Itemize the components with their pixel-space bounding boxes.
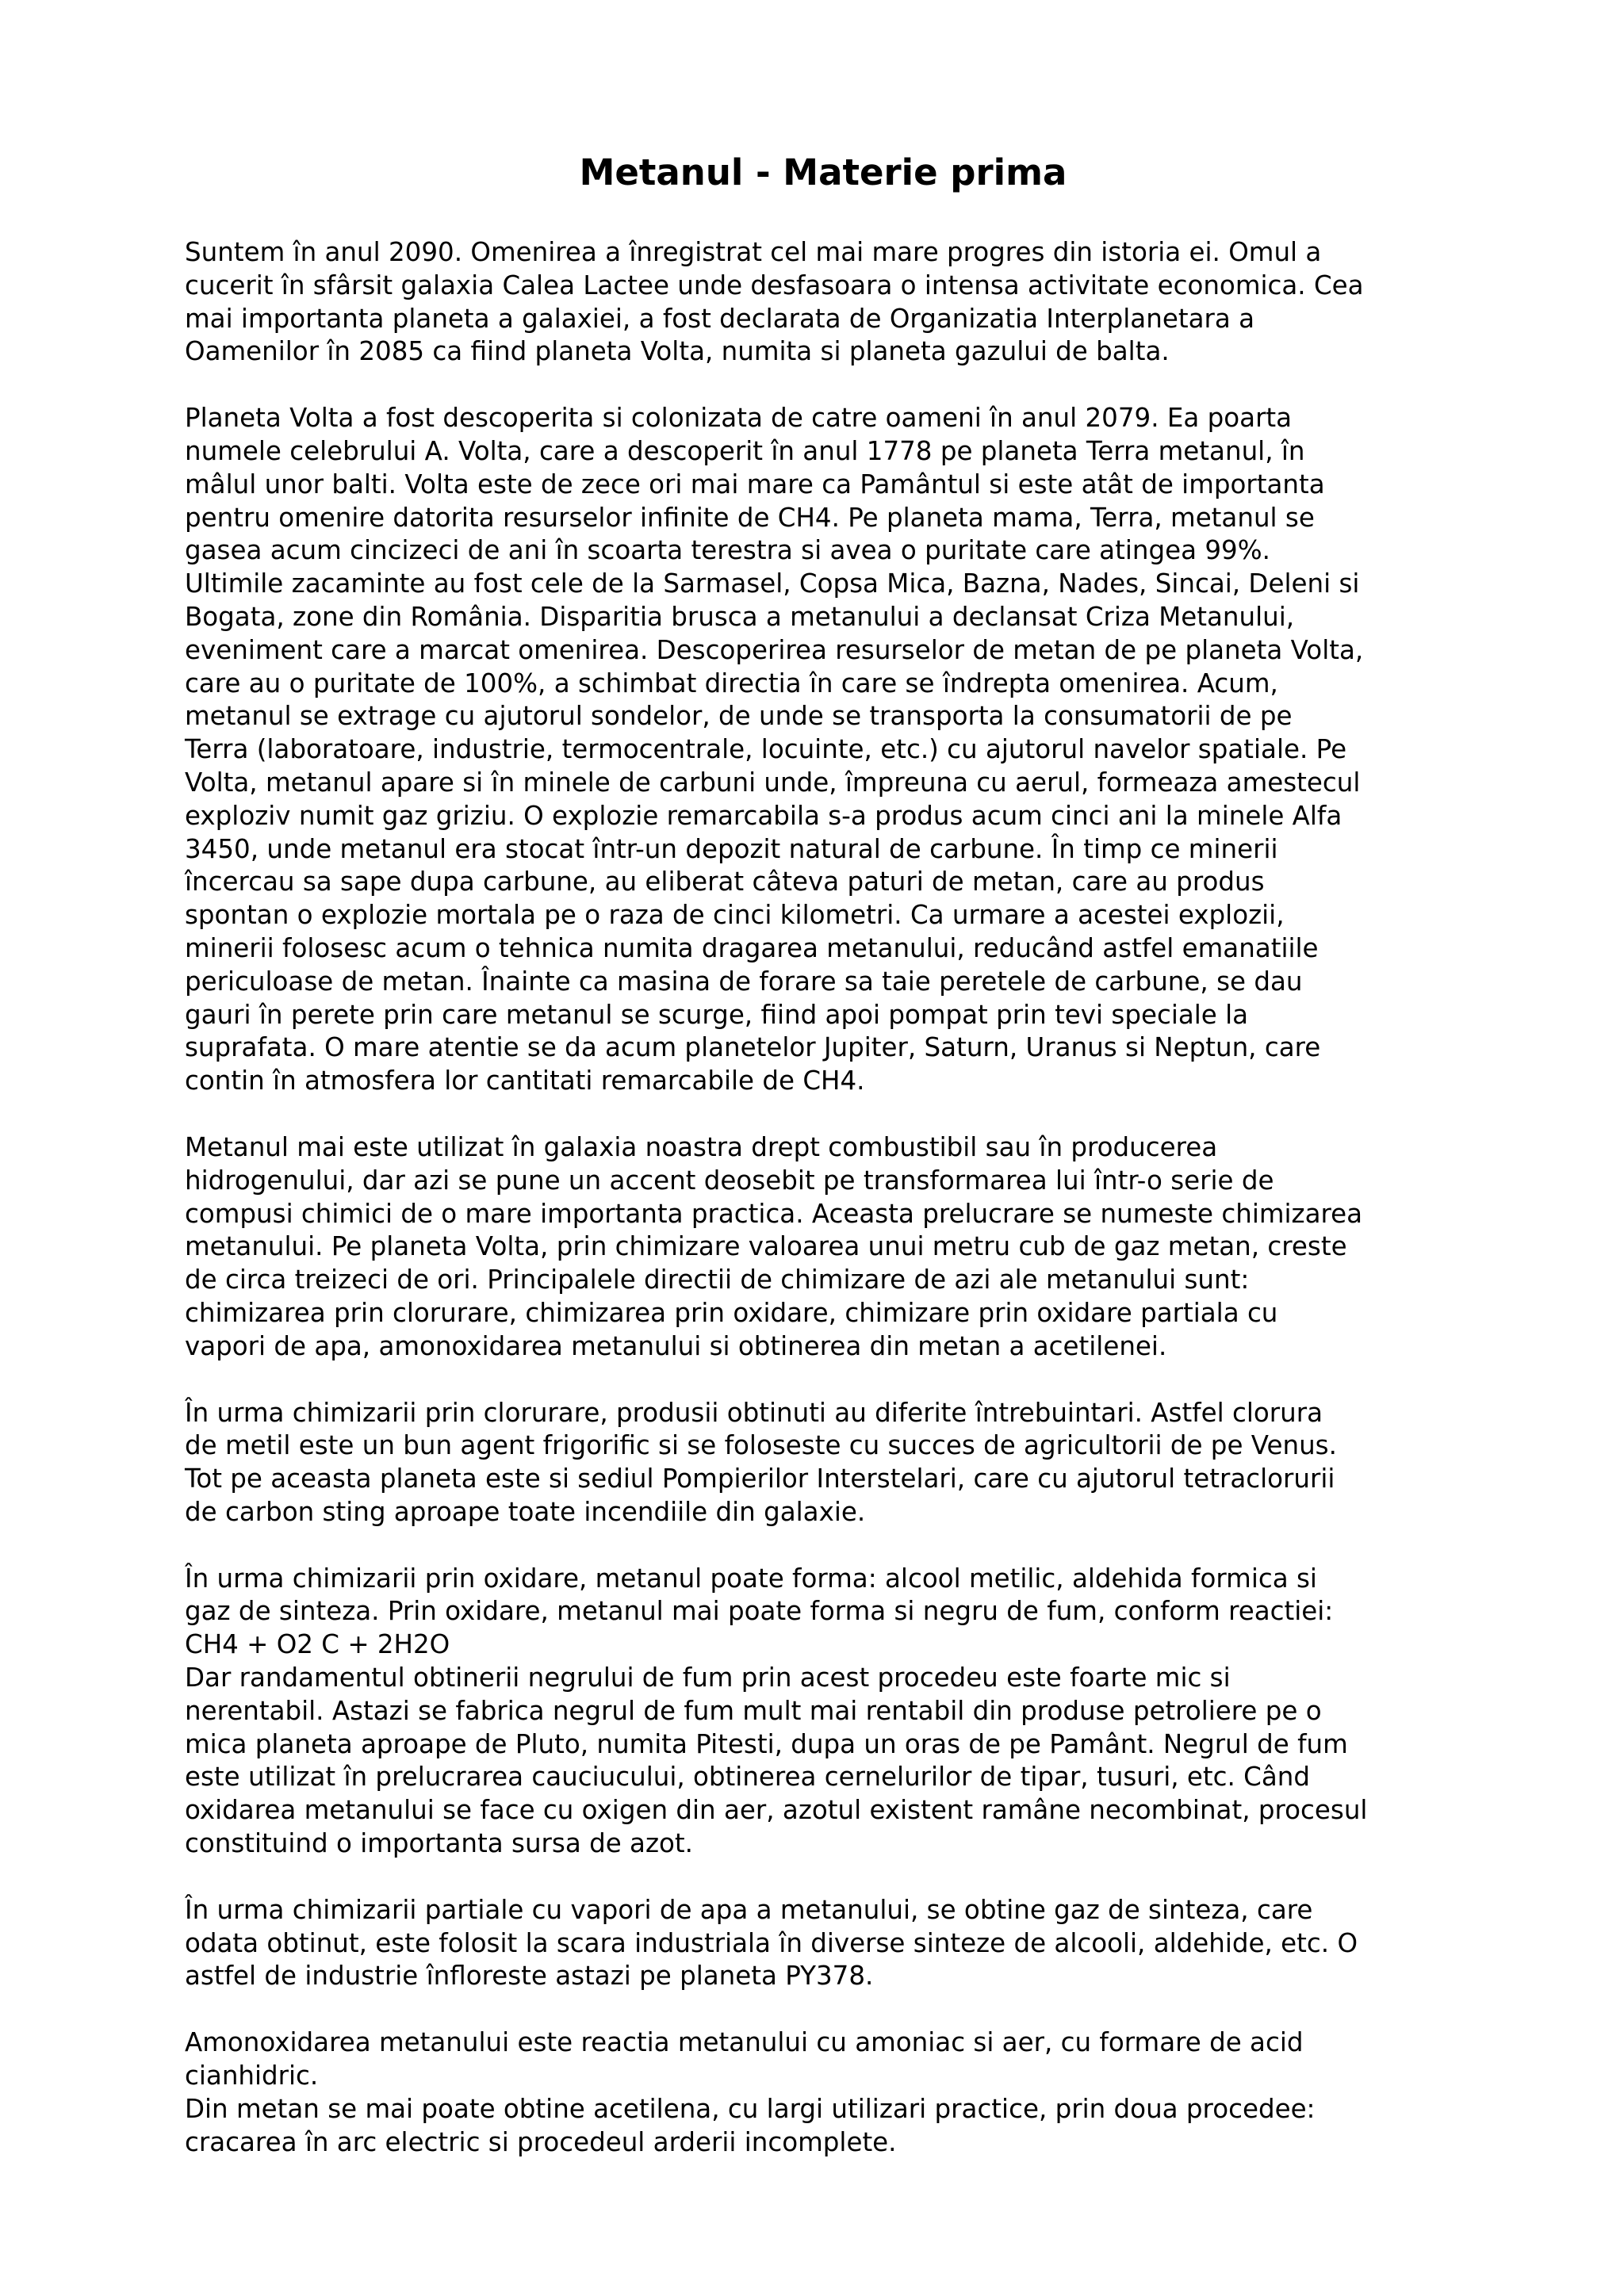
paragraph-vapori-apa: În urma chimizarii partiale cu vapori de apa a metanului, se obtine gaz de sinteza, care odata obtinut, este folosit la scara industriala în diverse sinteze de alcooli, aldehide, etc. O astfel de industrie înfloreste astazi pe planeta PY378. — [185, 1894, 1358, 1992]
page-title: Metanul - Materie prima — [579, 151, 1067, 193]
paragraph-clorurare: În urma chimizarii prin clorurare, produsii obtinuti au diferite întrebuintari. Astfel clorura de metil este un bun agent frigorific si se foloseste cu succes de agricultorii de pe Venus. Tot pe aceasta planeta este si sediul Pompierilor Interstelari, care cu ajutorul tetraclorurii de carbon sting aproape toate incendiile din galaxie. — [185, 1397, 1337, 1527]
paragraph-intro: Suntem în anul 2090. Omenirea a înregistrat cel mai mare progres din istoria ei. Omul a cucerit în sfârsit galaxia Calea Lactee unde desfasoara o intensa activitate economica. Cea mai importanta planeta a galaxiei, a fost declarata de Organizatia Interplanetara a Oamenilor în 2085 ca fiind planeta Volta, numita si planeta gazului de balta. — [185, 237, 1364, 367]
paragraph-chimizare: Metanul mai este utilizat în galaxia noastra drept combustibil sau în producerea hidrogenului, dar azi se pune un accent deosebit pe transformarea lui într-o serie de compusi chimici de o mare importanta practica. Aceasta prelucrare se numeste chimizarea metanului. Pe planeta Volta, prin chimizare valoarea unui metru cub de gaz metan, creste de circa treizeci de ori. Principalele directii de chimizare de azi ale metanului sunt: chimizarea prin clorurare, chimizarea prin oxidare, chimizare prin oxidare partiala cu vapori de apa, amonoxidarea metanului si obtinerea din metan a acetilenei. — [185, 1131, 1363, 1361]
document-page — [185, 151, 1461, 2192]
paragraph-oxidare: În urma chimizarii prin oxidare, metanul poate forma: alcool metilic, aldehida formica si gaz de sinteza. Prin oxidare, metanul mai poate forma si negru de fum, conform reactiei: CH4 + O2 C + 2H2O Dar randamentul obtinerii negrului de fum prin acest procedeu este foarte mic si nerentabil. Astazi se fabrica negrul de fum mult mai rentabil din produse petroliere pe o mica planeta aproape de Pluto, numita Pitesti, dupa un oras de pe Pamânt. Negrul de fum este utilizat în prelucrarea cauciucului, obtinerea cernelurilor de tipar, tusuri, etc. Când oxidarea metanului se face cu oxigen din aer, azotul existent ramâne necombinat, procesul constituind o importanta sursa de azot. — [185, 1563, 1368, 1859]
paragraph-planeta-volta: Planeta Volta a fost descoperita si colonizata de catre oameni în anul 2079. Ea poarta numele celebrului A. Volta, care a descoperit în anul 1778 pe planeta Terra metanul, în mâlul unor balti. Volta este de zece ori mai mare ca Pamântul si este atât de importanta pentru omenire datorita resurselor infinite de CH4. Pe planeta mama, Terra, metanul se gasea acum cincizeci de ani în scoarta terestra si avea o puritate care atingea 99%. Ultimile zacaminte au fost cele de la Sarmasel, Copsa Mica, Bazna, Nades, Sincai, Deleni si Bogata, zone din România. Disparitia brusca a metanului a declansat Criza Metanului, eveniment care a marcat omenirea. Descoperirea resurselor de metan de pe planeta Volta, care au o puritate de 100%, a schimbat directia în care se îndrepta omenirea. Acum, metanul se extrage cu ajutorul sondelor, de unde se transporta la consumatorii de pe Terra (laboratoare, industrie, termocentrale, locuinte, etc.) cu ajutorul navelor spatiale. Pe Volta, metanul apare si în minele de carbuni unde, împreuna cu aerul, formeaza amestecul exploziv numit gaz griziu. O explozie remarcabila s-a produs acum cinci ani la minele Alfa 3450, unde metanul era stocat într-un depozit natural de carbune. În timp ce minerii încercau sa sape dupa carbune, au eliberat câteva paturi de metan, care au produs spontan o explozie mortala pe o raza de cinci kilometri. Ca urmare a acestei explozii, minerii folosesc acum o tehnica numita dragarea metanului, reducând astfel emanatiile periculoase de metan. Înainte ca masina de forare sa taie peretele de carbune, se dau gauri în perete prin care metanul se scurge, fiind apoi pompat prin tevi speciale la suprafata. O mare atentie se da acum planetelor Jupiter, Saturn, Uranus si Neptun, care contin în atmosfera lor cantitati remarcabile de CH4. — [185, 403, 1364, 1096]
paragraph-amonoxidare: Amonoxidarea metanului este reactia metanului cu amoniac si aer, cu formare de acid cianhidric. Din metan se mai poate obtine acetilena, cu largi utilizari practice, prin doua procedee: cracarea în arc electric si procedeul arderii incomplete. — [185, 2027, 1316, 2157]
